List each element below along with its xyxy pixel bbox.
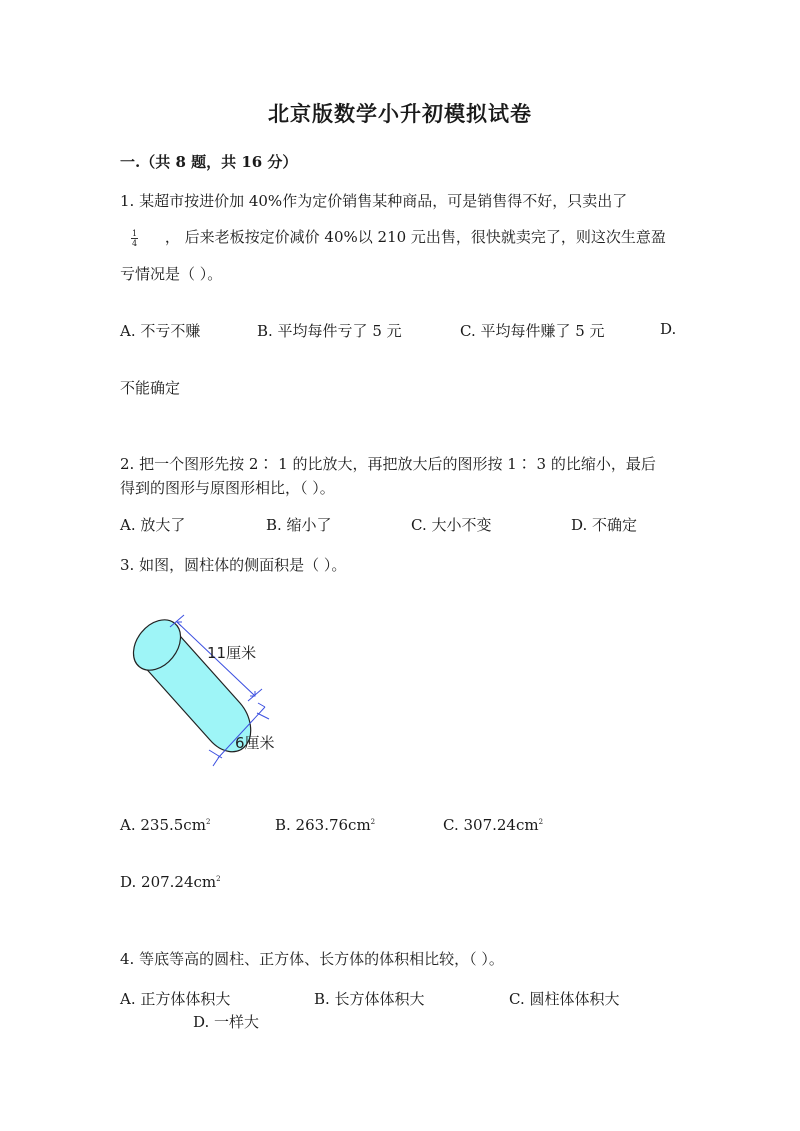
q3-option-a: A. $235.5cm^2$	[120, 816, 211, 834]
q3-option-b: B. $263.76cm^2$	[275, 816, 376, 834]
q1-option-b: B. 平均每件亏了 5 元	[257, 322, 402, 340]
q1-option-a: A. 不亏不赚	[120, 322, 201, 340]
q3-option-c: C. $307.24cm^2$	[443, 816, 544, 834]
q2-line2: 得到的图形与原图形相比，（ ）。	[120, 479, 335, 497]
fraction-numerator: 1	[132, 228, 138, 238]
q1-option-d-text: 不能确定	[120, 379, 181, 397]
q1-line1: 1. 某超市按进价加 40%作为定价销售某种商品，可是销售得不好，只卖出了	[120, 192, 628, 210]
fraction-denominator: 4	[132, 238, 138, 248]
length-label: 11厘米	[207, 644, 257, 662]
q4-option-c: C. 圆柱体体积大	[509, 990, 620, 1008]
q1-option-d: D.	[660, 320, 677, 338]
q2-option-b: B. 缩小了	[266, 516, 332, 534]
q4-line1: 4. 等底等高的圆柱、正方体、长方体的体积相比较，（ ）。	[120, 950, 504, 968]
q4-option-d: D. 一样大	[193, 1013, 260, 1031]
q2-option-d: D. 不确定	[571, 516, 638, 534]
q1-option-c: C. 平均每件赚了 5 元	[460, 322, 605, 340]
q3-option-d: D. $207.24cm^2$	[120, 873, 221, 891]
diameter-label: 6厘米	[235, 734, 275, 752]
q1-line2	[131, 226, 666, 248]
q1-line2-text: ， 后来老板按定价减价 40%以 210 元出售，很快就卖完了，则这次生意盈	[164, 228, 666, 246]
q2-line1: 2. 把一个图形先按 2∶ 1 的比放大，再把放大后的图形按 1∶ 3 的比缩小，最后	[120, 455, 656, 473]
q4-option-a: A. 正方体体积大	[120, 990, 231, 1008]
q3-line1: 3. 如图，圆柱体的侧面积是（ ）。	[120, 556, 347, 574]
q1-line3: 亏情况是（ ）。	[120, 265, 223, 283]
q2-option-c: C. 大小不变	[411, 516, 492, 534]
fraction	[131, 229, 138, 248]
cylinder-figure	[115, 600, 315, 775]
q4-option-b: B. 长方体体积大	[314, 990, 425, 1008]
page-title: 北京版数学小升初模拟试卷	[268, 101, 532, 126]
section-heading: 一.（共 8 题，共 16 分）	[120, 153, 298, 171]
q2-option-a: A. 放大了	[120, 516, 186, 534]
